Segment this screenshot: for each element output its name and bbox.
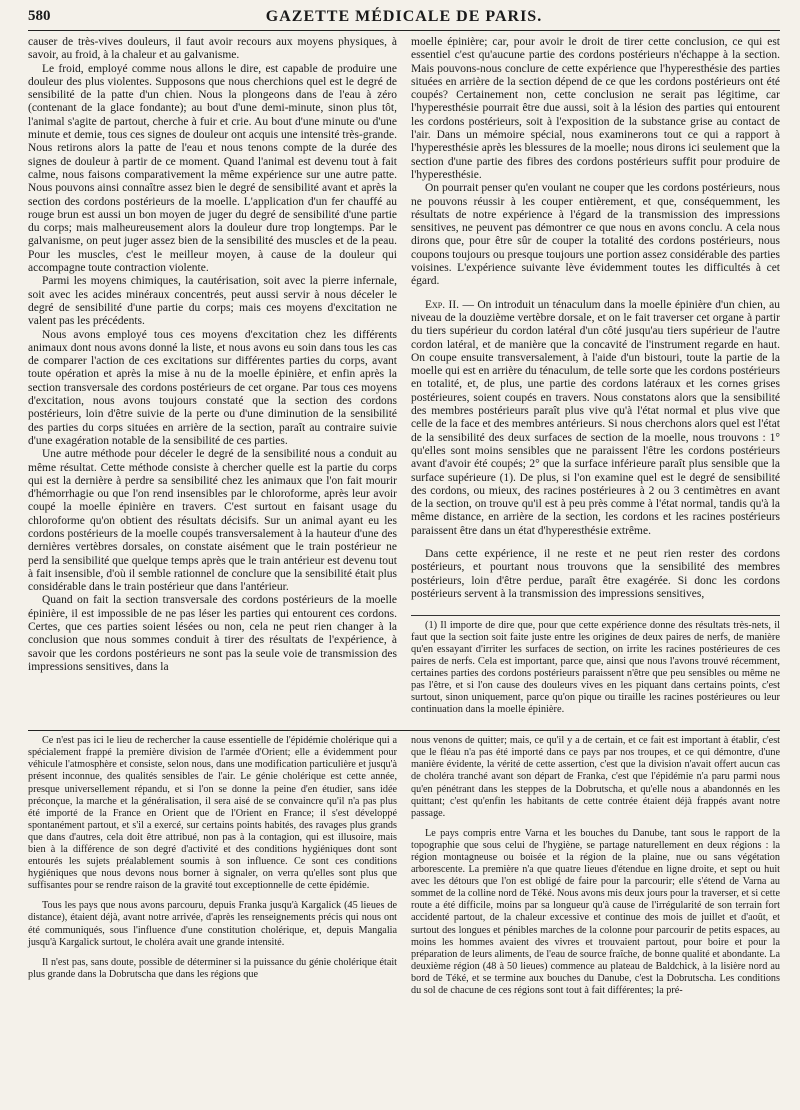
section-divider <box>28 730 780 731</box>
footnote-rule <box>411 615 780 616</box>
paragraph: Il n'est pas, sans doute, possible de déterminer si la puissance du génie cholérique était plus grande dans la Dobrutscha que dans les régions que <box>28 956 397 980</box>
top-left-column <box>28 36 397 716</box>
paragraph: Tous les pays que nous avons parcouru, depuis Franka jusqu'à Kargalick (45 lieues de distance), étaient déjà, avant notre arrivée, d'après les renseignements précis qui nous ont été communiqués, sous l'influence d'une constitution cholérique, et, depuis Mangalia jusqu'à Kargalick surtout, le choléra avait une grande intensité. <box>28 900 397 948</box>
journal-title: GAZETTE MÉDICALE DE PARIS. <box>265 8 543 25</box>
paragraph: Le froid, employé comme nous allons le dire, est capable de produire une douleur des plus violentes. Supposons que nous cherchions quel est le degré de sensibilité de la patte d'un chien. Nous la plongeons dans de l'eau à zéro (contenant de la glace fondante); au bout d'une demi-minute, sinon plus tôt, l'animal s'agite de partout, cherche à fuir et crie. Au bout d'une minute ou d'une minute et demie, tous ces signes de douleur ont acquis une intensité très-grande. Nous retirons alors la patte de l'eau et nous tenons compte de la durée des signes de douleur à partir de ce moment. Quand l'animal est devenu tout à fait calme, nous faisons comparativement la même expérience sur une autre patte. Nous pouvons ainsi connaître assez bien le degré de sensibilité avant et après la section des cordons postérieurs de la moelle. L'application d'un fer chauffé au rouge brun est aussi un bon moyen de juger du degré de sensibilité d'une partie du corps; mais malheureusement alors la douleur dure trop longtemps. Par le galvanisme, on peut juger assez bien de la sensibilité des muscles et de la peau. Pour les muscles, c'est le meilleur moyen, à cause de la douleur qui accompagne toute contraction violente. <box>28 62 397 275</box>
article-bottom-section <box>28 735 780 1005</box>
page-header <box>28 8 780 31</box>
experiment-paragraph <box>411 299 780 538</box>
experiment-text: — On introduit un ténaculum dans la moelle épinière d'un chien, au niveau de la douzième vertèbre dorsale, et on le fait traverser cet organe à partir du tiers supérieur du cordon latéral d'un côté jusqu'au tiers supérieur de l'autre cordon latéral, et de manière que la concavité de l'instrument regarde en haut. On coupe ensuite transversalement, à l'aide d'un bistouri, toute la partie de la moelle qui est en arrière du ténaculum, de telle sorte que les cordons postérieurs en totalité, et, de plus, une partie des cordons latéraux et les cornes grises postérieures, soient coupés en travers. Nous constatons alors que la sensibilité des membres postérieurs paraît plus vive qu'à l'état normal et plus vive que celle de la face et des membres antérieurs. Si nous cherchons alors quel est l'état de la sensibilité des deux surfaces de section de la moelle, nous trouvons : 1° qu'elles sont moins sensibles que ne paraissent l'être les cordons postérieurs avant d'avoir été coupés; 2° que la surface inférieure paraît plus sensible que la surface supérieure (1). De plus, si l'on examine quel est le degré de sensibilité des cordons, ou mieux, des racines postérieures à 2 ou 3 centimètres en avant de la section, on trouve qu'il est à peu près comme à l'état normal, tandis qu'à la même distance, en arrière de la section, les cordons et les racines postérieurs paraissent être dans un état d'hyperesthésie extrême. <box>411 298 780 537</box>
paragraph: Une autre méthode pour déceler le degré de la sensibilité nous a conduit au même résultat. Cette méthode consiste à chercher quelle est la partie du corps qui est la dernière à perdre sa sensibilité chez les animaux que l'on fait mourir d'hémorrhagie ou que l'on rend insensibles par le chloroforme, après leur avoir coupé la moelle épinière en travers. C'est surtout en faisant usage du chloroforme qu'on obtient des résultats décisifs. Sur un animal ayant eu les cordons postérieurs de la moelle coupés transversalement à la hauteur d'une des dernières vertèbres dorsales, on constate aisément que le train postérieur ne perd la sensibilité que quelque temps après que le train antérieur est devenu tout à fait insensible, d'où il semble rationnel de conclure que la sensibilité était plus considérable dans le train postérieur que dans l'antérieur. <box>28 448 397 594</box>
paragraph: Parmi les moyens chimiques, la cautérisation, soit avec la pierre infernale, soit avec les acides minéraux concentrés, peut aussi servir à nous déceler le degré de sensibilité d'une partie du corps; mais ces moyens d'excitation ne valent pas les précédents. <box>28 275 397 328</box>
paragraph: On pourrait penser qu'en voulant ne couper que les cordons postérieurs, nous ne pouvons réussir à les couper entièrement, et que, conséquemment, les résultats de notre expérience à l'égard de la transmission des impressions sensitives, ne peuvent pas démontrer ce que nous en avons conclu. A cela nous dirons que, pour être sûr de couper la totalité des cordons postérieurs, nous coupons toujours ou presque toujours une portion assez considérable des parties voisines. L'expérience suivante lève évidemment toutes les difficultés à cet égard. <box>411 182 780 288</box>
footnote: (1) Il importe de dire que, pour que cette expérience donne des résultats très-nets, il faut que la section soit faite juste entre les origines de deux paires de nerfs, de manière qu'en essayant d'irriter les surfaces de section, on irrite les racines postérieures de ces paires de nerfs. Cela est important, parce que, ainsi que nous l'avons trouvé récemment, certaines parties des cordons postérieurs paraissent n'être que peu sensibles ou même ne pas l'être, et si l'on cause des douleurs vives en les piquant dans certains points, c'est surtout, sinon uniquement, parce qu'on pique ou tiraille les racines postérieures ou leur continuation dans la moelle épinière. <box>411 620 780 716</box>
paragraph: Nous avons employé tous ces moyens d'excitation chez les différents animaux dont nous avons donné la liste, et nous avons eu soin dans tous les cas de comparer l'action de ces excitations sur différentes parties du corps, avant toute opération et après la mise à nu de la moelle épinière, et enfin après la section transversale des cordons postérieurs de cet organe. Par tous ces moyens d'excitation, nous avons toujours constaté que la section des cordons postérieurs, loin d'être suivie de la perte ou d'une diminution de la sensibilité des parties du corps situées en arrière de la section, paraît au contraire suivie d'une exagération notable de la sensibilité de ces parties. <box>28 328 397 447</box>
paragraph: Le pays compris entre Varna et les bouches du Danube, tant sous le rapport de la topographie que sous celui de l'hygiène, se partage naturellement en deux régions : la région montagneuse ou boisée et la région de la plaine, nue ou sans végétation arborescente. La première n'a que quatre lieues d'étendue en ligne droite, et sept ou huit avec les détours que l'on est obligé de faire pour la parcourir; elle s'étend de Varna au sommet de la colline nord de Téké. Nous avons mis deux jours pour la traverser, et si cette route a été difficile, moins par sa longueur qu'à cause de l'irrégularité de son terrain fort accidenté partout, de la chaleur excessive et continue des mois de juillet et d'août, et surtout des longues et pénibles marches de la colonne pour parcourir de petits espaces, au moins les hommes avaient des vivres et trouvaient partout, pour boire et pour la préparation de leurs aliments, de l'eau de source fraîche, de bonne qualité et abondante. La deuxième région (48 à 50 lieues) commence au plateau de Baldchick, à la lisière nord au bord de Téké, et se termine aux bouches du Danube, c'est la Dobrutscha. Les conditions du sol de chacune de ces régions sont tout à fait différentes; la pré- <box>411 827 780 997</box>
bottom-right-column <box>411 735 780 1005</box>
article-top-section <box>28 36 780 716</box>
paragraph: Ce n'est pas ici le lieu de rechercher la cause essentielle de l'épidémie cholérique qui a spécialement frappé la première division de l'armée d'Orient; elle a évidemment pour véhicule l'atmosphère et consiste, selon nous, dans une modification particulière et jusqu'à présent inconnue, des qualités sensibles de l'air. Le génie cholérique est cette année, presque universellement répandu, et si l'on se donne la peine d'en étudier, sans idée préconçue, la marche et la généralisation, il sera aisé de se convaincre qu'il n'a pas plus été importé de la France en Orient que de l'Orient en France; il s'est développé spontanément partout, et s'il a exercé, sur certains points habités, des ravages plus grands que dans d'autres, cela doit être attribué, non pas à la contagion, qui est illusoire, mais bien à la différence de son degré d'activité et des conditions hygiéniques dont sont entourés les sujets préalablement soumis à son influence. Ce sont ces conditions hygiéniques que nous devons nous borner à signaler, on verra qu'elles sont plus que suffisantes pour se rendre raison de la gravité tout exceptionnelle de cette épidémie. <box>28 735 397 892</box>
page-number: 580 <box>28 8 51 24</box>
experiment-label: Exp. II. <box>425 298 460 311</box>
paragraph: causer de très-vives douleurs, il faut avoir recours aux moyens physiques, à savoir, au froid, à la chaleur et au galvanisme. <box>28 36 397 62</box>
top-right-column <box>411 36 780 716</box>
paragraph: Dans cette expérience, il ne reste et ne peut rien rester des cordons postérieurs, et pourtant nous trouvons que la sensibilité des membres postérieurs, loin d'être perdue, paraît être exagérée. Si donc les cordons postérieurs servent à la transmission des impressions sensitives, <box>411 547 780 600</box>
paragraph: moelle épinière; car, pour avoir le droit de tirer cette conclusion, ce qui est essentiel c'est qu'aucune partie des cordons postérieurs n'échappe à la section. Mais pouvons-nous conclure de cette expérience que l'hyperesthésie des parties situées en arrière de la section dépend de ce que les cordons postérieurs ont été coupés? Certainement non, cette conclusion ne serait pas légitime, car l'hyperesthésie pourrait être due aussi, soit à la lésion des parties qui entourent les cordons postérieurs, soit à l'exposition de la substance grise au contact de l'air. Dans un mémoire spécial, nous examinerons tout ce qui a rapport à l'hyperesthésie après les blessures de la moelle; nous dirons ici seulement que la section d'une partie des fibres des cordons postérieurs suffit pour produire de l'hyperesthésie. <box>411 36 780 181</box>
paragraph: Quand on fait la section transversale des cordons postérieurs de la moelle épinière, il est impossible de ne pas léser les parties qui entourent ces cordons. Certes, que ces parties soient lésées ou non, cela ne peut rien changer à la conclusion que nous sommes conduit à tirer des résultats de l'expérience, à savoir que les cordons postérieurs ne sont pas la seule voie de transmission des impressions sensitives, dans la <box>28 594 397 673</box>
bottom-left-column <box>28 735 397 1005</box>
paragraph: nous venons de quitter; mais, ce qu'il y a de certain, et ce fait est important à établir, c'est que le fléau n'a pas été importé dans ce pays par nos troupes, et ce qui démontre, d'une manière évidente, la vérité de cette assertion, c'est que la division n'avait offert aucun cas de choléra tranché avant son départ de Franka, c'est que l'épidémie n'a paru parmi nous qu'en pénétrant dans les steppes de la Dobrutscha, et qu'elle nous a abandonnés en les quittant; c'est qu'enfin les habitants de cette contrée étaient déjà frappés avant notre passage. <box>411 735 780 819</box>
